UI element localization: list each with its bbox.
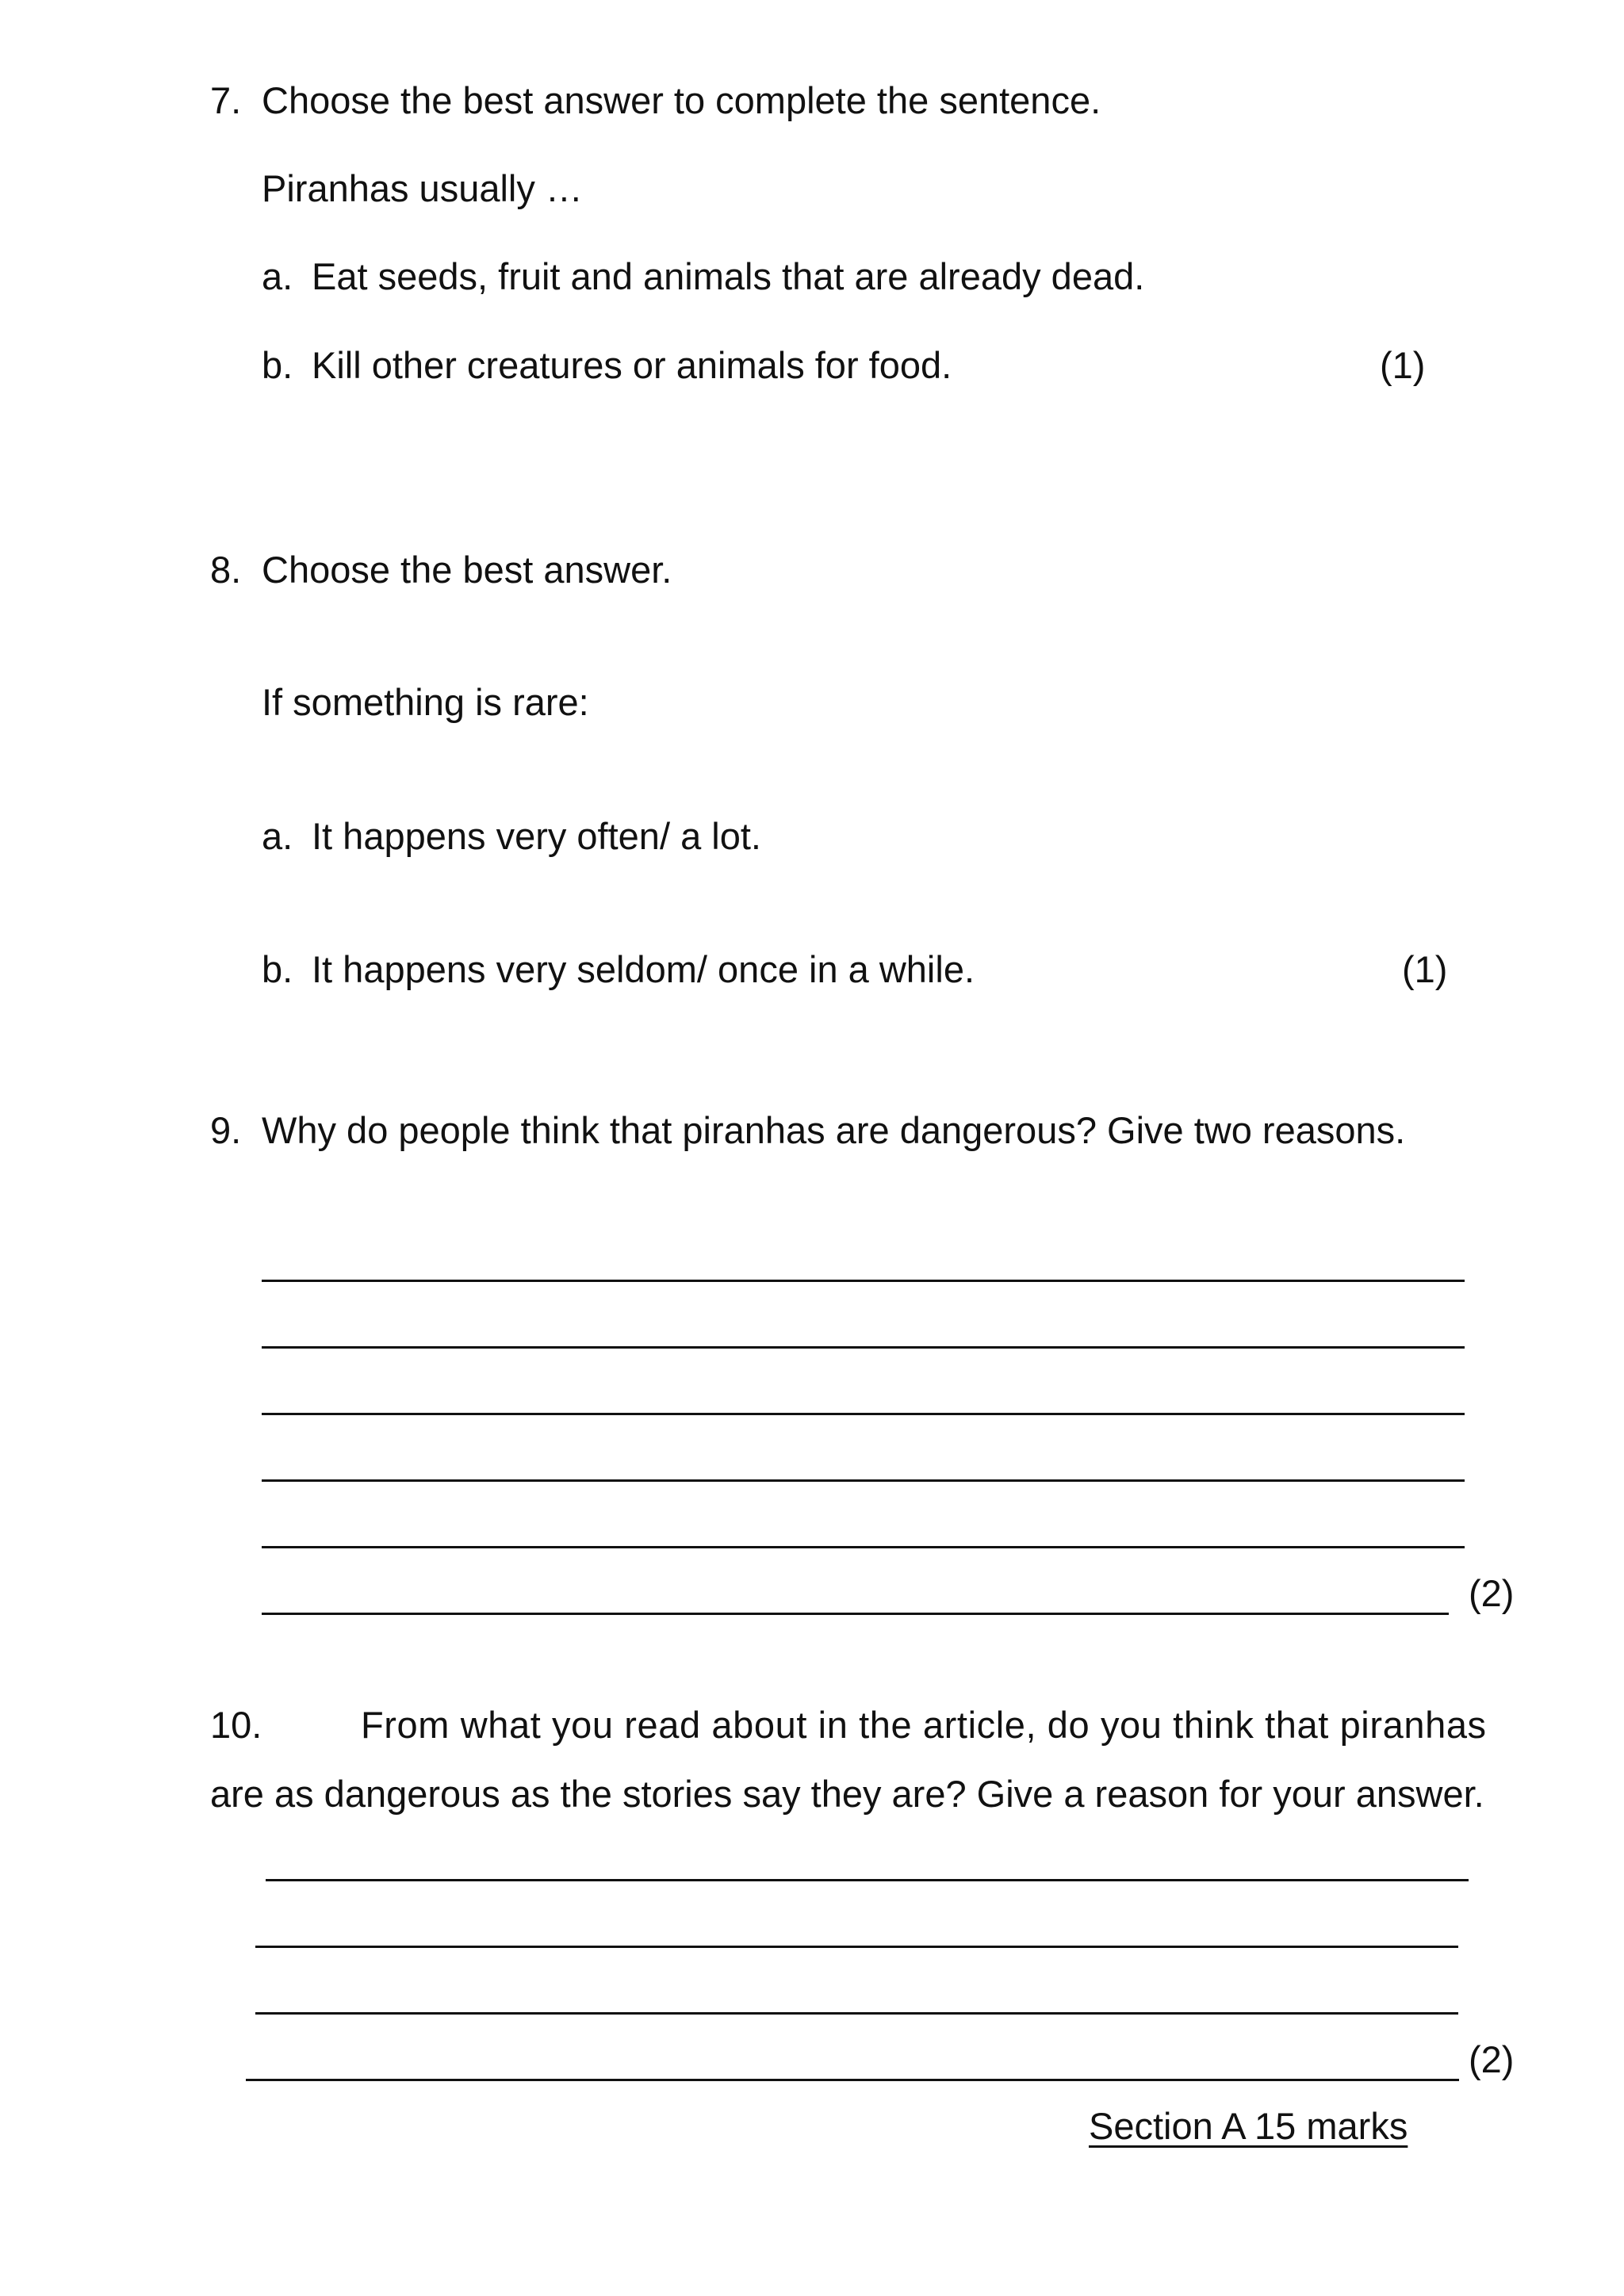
q7-marks: (1) [1380, 344, 1426, 386]
q9-prompt: Why do people think that piranhas are dangerous? Give two reasons. [262, 1109, 1406, 1151]
q9-answer-line-5[interactable] [262, 1546, 1465, 1548]
q8-number: 8. [210, 549, 242, 591]
q8-prompt: Choose the best answer. [262, 549, 672, 591]
q10-prompt-line-2: are as dangerous as the stories say they are? Give a reason for your answer. [210, 1773, 1484, 1815]
q7-number: 7. [210, 79, 242, 121]
q7-prompt: Choose the best answer to complete the sentence. [262, 79, 1101, 121]
q10-answer-line-1[interactable] [266, 1879, 1469, 1881]
q7-stem: Piranhas usually … [262, 167, 583, 209]
q10-answer-line-4[interactable] [246, 2079, 1459, 2081]
q10-number: 10. [210, 1704, 262, 1746]
q8-option-a-letter: a. [262, 815, 293, 857]
q9-answer-line-2[interactable] [262, 1346, 1465, 1349]
q8-option-b-letter: b. [262, 948, 293, 990]
q9-number: 9. [210, 1109, 242, 1151]
q9-answer-line-3[interactable] [262, 1413, 1465, 1415]
q8-option-a-text: It happens very often/ a lot. [312, 815, 761, 857]
q7-option-a-letter: a. [262, 255, 293, 297]
q8-marks: (1) [1402, 948, 1448, 990]
q7-option-b-text: Kill other creatures or animals for food. [312, 344, 952, 386]
q7-option-b-letter: b. [262, 344, 293, 386]
q10-prompt-line-1: From what you read about in the article, do you think that piranhas [361, 1704, 1487, 1746]
q10-marks: (2) [1469, 2038, 1515, 2080]
q10-answer-line-2[interactable] [255, 1946, 1458, 1948]
q9-marks: (2) [1469, 1572, 1515, 1614]
q8-option-b-text: It happens very seldom/ once in a while. [312, 948, 975, 990]
q10-answer-line-3[interactable] [255, 2012, 1458, 2015]
section-total: Section A 15 marks [1089, 2105, 1408, 2147]
q8-stem: If something is rare: [262, 681, 589, 723]
q9-answer-line-6[interactable] [262, 1613, 1449, 1615]
q9-answer-line-4[interactable] [262, 1479, 1465, 1482]
q9-answer-line-1[interactable] [262, 1280, 1465, 1282]
q7-option-a-text: Eat seeds, fruit and animals that are already dead. [312, 255, 1145, 297]
